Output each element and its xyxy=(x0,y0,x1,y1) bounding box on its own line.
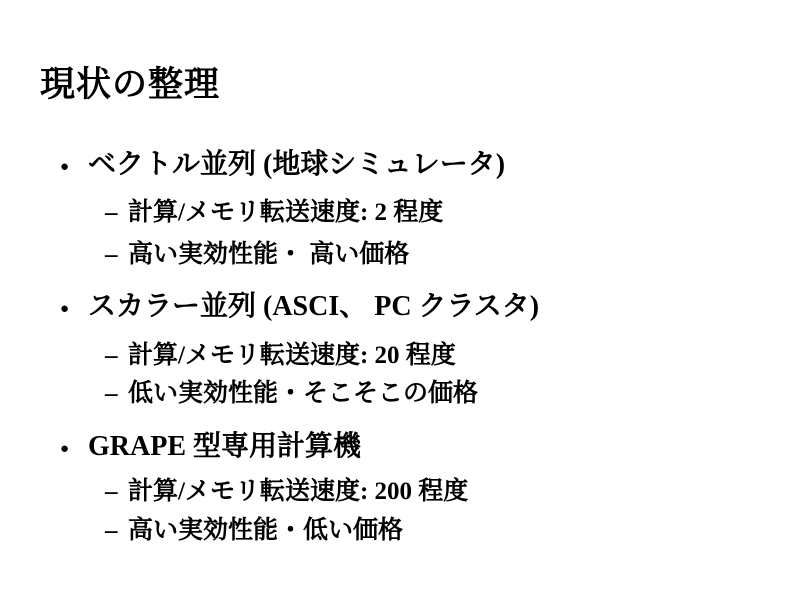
bullet-item-label: GRAPE 型専用計算機 xyxy=(88,431,362,462)
sub-item-label: 低い実効性能・そこそこの価格 xyxy=(128,380,479,407)
sub-item-scalar-price xyxy=(105,380,478,408)
bullet-item-grape xyxy=(60,431,361,465)
dash-icon: – xyxy=(105,342,118,369)
dash-icon: – xyxy=(105,517,118,544)
sub-item-label: 高い実効性能・ 高い価格 xyxy=(128,241,410,268)
bullet-item-label: ベクトル並列 (地球シミュレータ) xyxy=(88,149,506,180)
sub-item-label: 計算/メモリ転送速度: 2 程度 xyxy=(128,199,444,226)
bullet-icon: ● xyxy=(60,441,70,457)
sub-item-scalar-speed xyxy=(105,342,456,370)
dash-icon: – xyxy=(105,199,118,226)
sub-item-grape-speed xyxy=(105,478,468,506)
bullet-item-scalar-parallel xyxy=(60,291,539,325)
dash-icon: – xyxy=(105,380,118,407)
sub-item-label: 計算/メモリ転送速度: 20 程度 xyxy=(128,342,456,369)
bullet-icon: ● xyxy=(60,159,70,175)
sub-item-label: 高い実効性能・低い価格 xyxy=(128,517,404,544)
sub-item-grape-price xyxy=(105,517,403,545)
bullet-item-label: スカラー並列 (ASCI、 PC クラスタ) xyxy=(88,291,540,322)
dash-icon: – xyxy=(105,241,118,268)
sub-item-label: 計算/メモリ転送速度: 200 程度 xyxy=(128,478,469,505)
bullet-icon: ● xyxy=(60,301,70,317)
sub-item-vector-speed xyxy=(105,199,443,227)
bullet-item-vector-parallel xyxy=(60,149,505,183)
sub-item-vector-price xyxy=(105,241,409,269)
dash-icon: – xyxy=(105,478,118,505)
slide-title: 現状の整理 xyxy=(40,65,221,104)
